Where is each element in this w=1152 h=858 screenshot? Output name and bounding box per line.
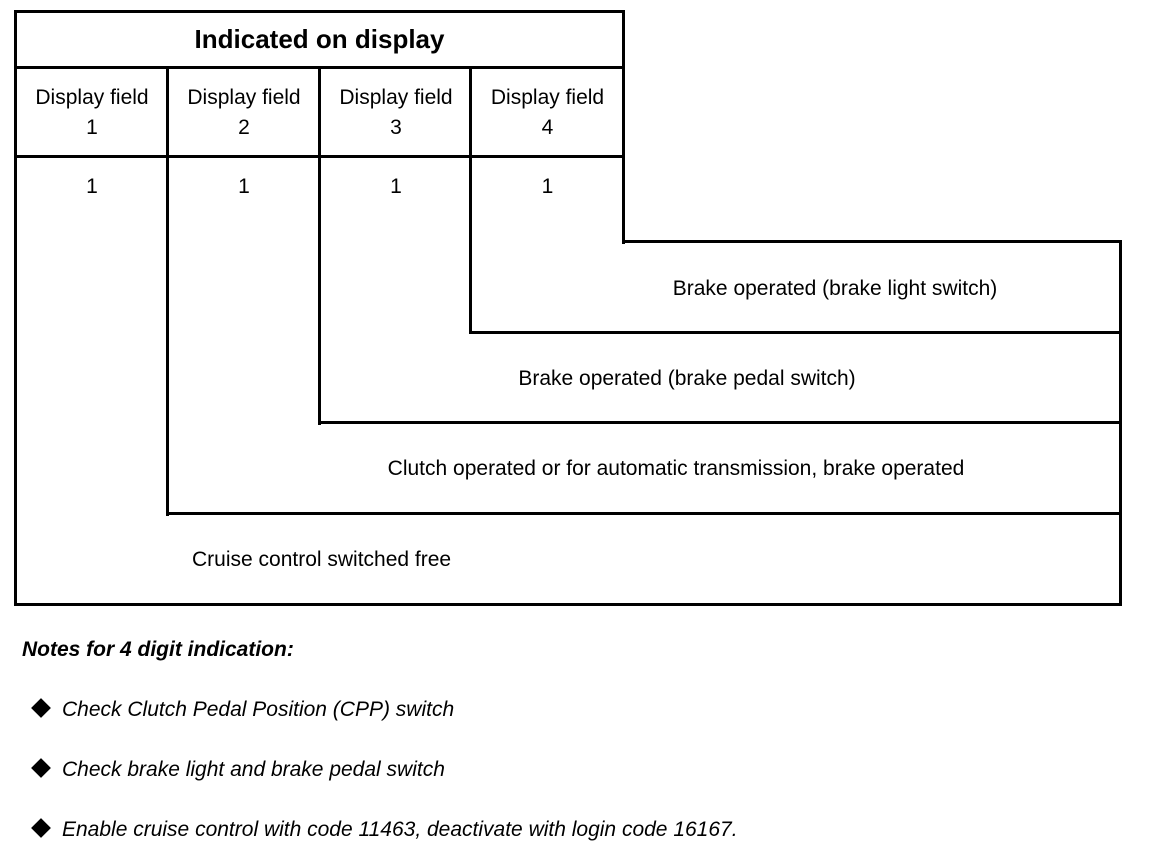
field-label-4-line1: Display field xyxy=(490,86,605,109)
table-header: Indicated on display xyxy=(194,24,445,54)
bullet-diamond-icon xyxy=(31,758,51,778)
description-field-3: Brake operated (brake pedal switch) xyxy=(518,367,856,390)
field-value-3: 1 xyxy=(390,175,402,198)
description-field-2: Clutch operated or for automatic transmission, brake operated xyxy=(387,457,965,480)
field-value-2: 1 xyxy=(238,175,250,198)
note-item-3: Enable cruise control with code 11463, deactivate with login code 16167. xyxy=(62,818,738,841)
field-label-4-line2: 4 xyxy=(541,116,554,139)
step-line-4 xyxy=(622,240,1122,243)
bullet-diamond-icon xyxy=(31,698,51,718)
field-label-2 xyxy=(169,83,319,143)
field-label-1-line1: Display field xyxy=(35,86,149,109)
step-line-2 xyxy=(318,421,1122,424)
note-item-1: Check Clutch Pedal Position (CPP) switch xyxy=(62,698,455,721)
step-line-3 xyxy=(469,331,1122,334)
field-label-2-line2: 2 xyxy=(238,116,250,139)
table-border-top xyxy=(14,10,625,13)
field-label-4 xyxy=(472,83,623,143)
description-field-1: Cruise control switched free xyxy=(192,548,452,571)
field-label-3-line2: 3 xyxy=(390,116,402,139)
field-label-1 xyxy=(17,83,167,143)
step-line-1 xyxy=(166,512,1122,515)
description-field-4: Brake operated (brake light switch) xyxy=(672,277,998,300)
bullet-diamond-icon xyxy=(31,818,51,838)
field-label-3-line1: Display field xyxy=(339,86,453,109)
field-value-1: 1 xyxy=(86,175,98,198)
notes-title: Notes for 4 digit indication: xyxy=(22,638,294,661)
field-label-3 xyxy=(321,83,471,143)
note-item-2: Check brake light and brake pedal switch xyxy=(62,758,445,781)
field-value-4: 1 xyxy=(541,175,554,198)
table-border-right xyxy=(1119,240,1122,606)
field-label-2-line1: Display field xyxy=(187,86,301,109)
table-border-bottom xyxy=(14,603,1122,606)
field-label-1-line2: 1 xyxy=(86,116,98,139)
